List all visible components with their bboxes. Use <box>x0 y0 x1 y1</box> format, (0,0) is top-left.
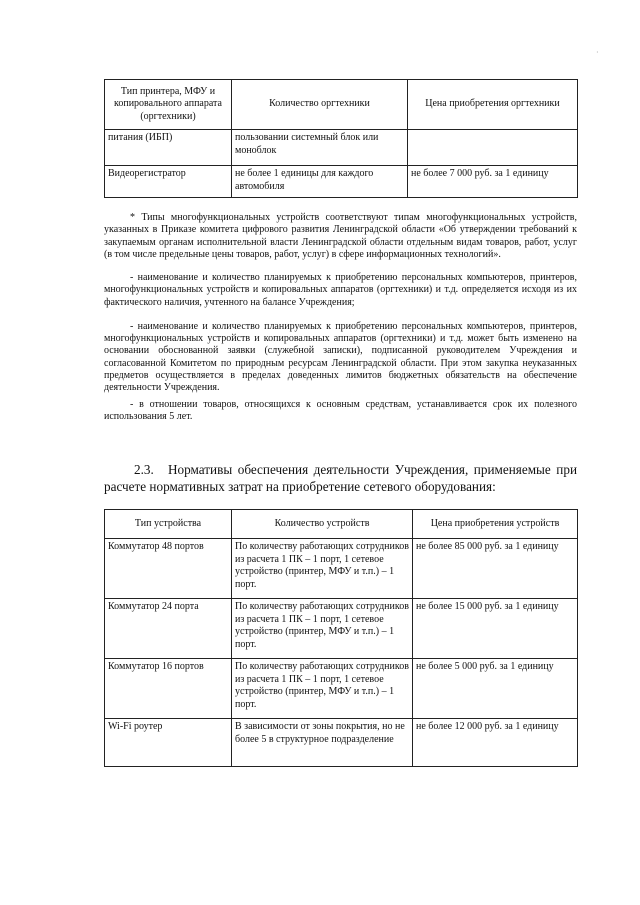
note-item: - наименование и количество планируемых к приобретению персональных компьютеров, принтеров, многофункциональных устройств и копировальных аппаратов (оргтехники) и т.д. определяется исходя из их фактического наличия, учтенного на балансе Учреждения; <box>104 272 577 308</box>
table-cell: питания (ИБП) <box>105 130 232 166</box>
column-header: Тип устройства <box>105 510 232 539</box>
table-cell: не более 7 000 руб. за 1 единицу <box>408 166 578 198</box>
notes-list <box>104 272 577 423</box>
table-cell: не более 12 000 руб. за 1 единицу <box>413 719 578 767</box>
footnote <box>104 212 577 261</box>
corner-mark: · <box>596 48 599 57</box>
table-row <box>105 719 578 767</box>
section-heading <box>104 462 577 495</box>
table-cell: По количеству работающих сотрудников из расчета 1 ПК – 1 порт, 1 сетевое устройство (принтер, МФУ и т.п.) – 1 порт. <box>232 539 413 599</box>
table-cell: В зависимости от зоны покрытия, но не более 5 в структурное подразделение <box>232 719 413 767</box>
table-row <box>105 659 578 719</box>
table-cell: не более 1 единицы для каждого автомобиля <box>232 166 408 198</box>
table-cell: Коммутатор 24 порта <box>105 599 232 659</box>
note-item: - наименование и количество планируемых к приобретению персональных компьютеров, принтеров, многофункциональных устройств и копировальных аппаратов (оргтехники) и т.д. может быть изменено на основании обоснованной заявки (служебной записки), подписанной руководителем Учреждения и согласованной Комитетом по природным ресурсам Ленинградской области. При этом закупка неуказанных предметов осуществляется в пределах доведенных лимитов бюджетных обязательств на обеспечение деятельности Учреждения. <box>104 320 577 394</box>
equipment-table <box>104 79 578 198</box>
table-cell: По количеству работающих сотрудников из расчета 1 ПК – 1 порт, 1 сетевое устройство (принтер, МФУ и т.п.) – 1 порт. <box>232 659 413 719</box>
section-number: 2.3. <box>134 462 154 477</box>
footnote-text: * Типы многофункциональных устройств соответствуют типам многофункциональных устройств, указанных в Приказе комитета цифрового развития Ленинградской области «Об утверждении требований к закупаемым органам исполнительной власти Ленинградской области отдельным видам товаров, работ, услуг (в том числе предельные цены товаров, работ, услуг) в сфере информационных технологий». <box>104 212 577 260</box>
table-cell: Коммутатор 48 портов <box>105 539 232 599</box>
table-cell <box>408 130 578 166</box>
table-cell: Видеорегистратор <box>105 166 232 198</box>
table-cell: По количеству работающих сотрудников из расчета 1 ПК – 1 порт, 1 сетевое устройство (принтер, МФУ и т.п.) – 1 порт. <box>232 599 413 659</box>
table-cell: Wi-Fi роутер <box>105 719 232 767</box>
table-cell: Коммутатор 16 портов <box>105 659 232 719</box>
column-header: Количество оргтехники <box>232 80 408 130</box>
column-header: Количество устройств <box>232 510 413 539</box>
table-header-row <box>105 510 578 539</box>
table-row <box>105 539 578 599</box>
table-cell: не более 5 000 руб. за 1 единицу <box>413 659 578 719</box>
table-row <box>105 166 578 198</box>
note-item: - в отношении товаров, относящихся к основным средствам, устанавливается срок их полезного использования 5 лет. <box>104 398 577 422</box>
column-header: Цена приобретения оргтехники <box>408 80 578 130</box>
table-cell: пользовании системный блок или моноблок <box>232 130 408 166</box>
section-title: Нормативы обеспечения деятельности Учреждения, применяемые при расчете нормативных затрат на приобретение сетевого оборудования: <box>104 462 577 494</box>
table-cell: не более 15 000 руб. за 1 единицу <box>413 599 578 659</box>
network-equipment-table <box>104 509 578 767</box>
table-row <box>105 599 578 659</box>
table-cell: не более 85 000 руб. за 1 единицу <box>413 539 578 599</box>
table-row <box>105 130 578 166</box>
column-header: Тип принтера, МФУ и копировального аппарата (оргтехники) <box>105 80 232 130</box>
table-header-row <box>105 80 578 130</box>
column-header: Цена приобретения устройств <box>413 510 578 539</box>
